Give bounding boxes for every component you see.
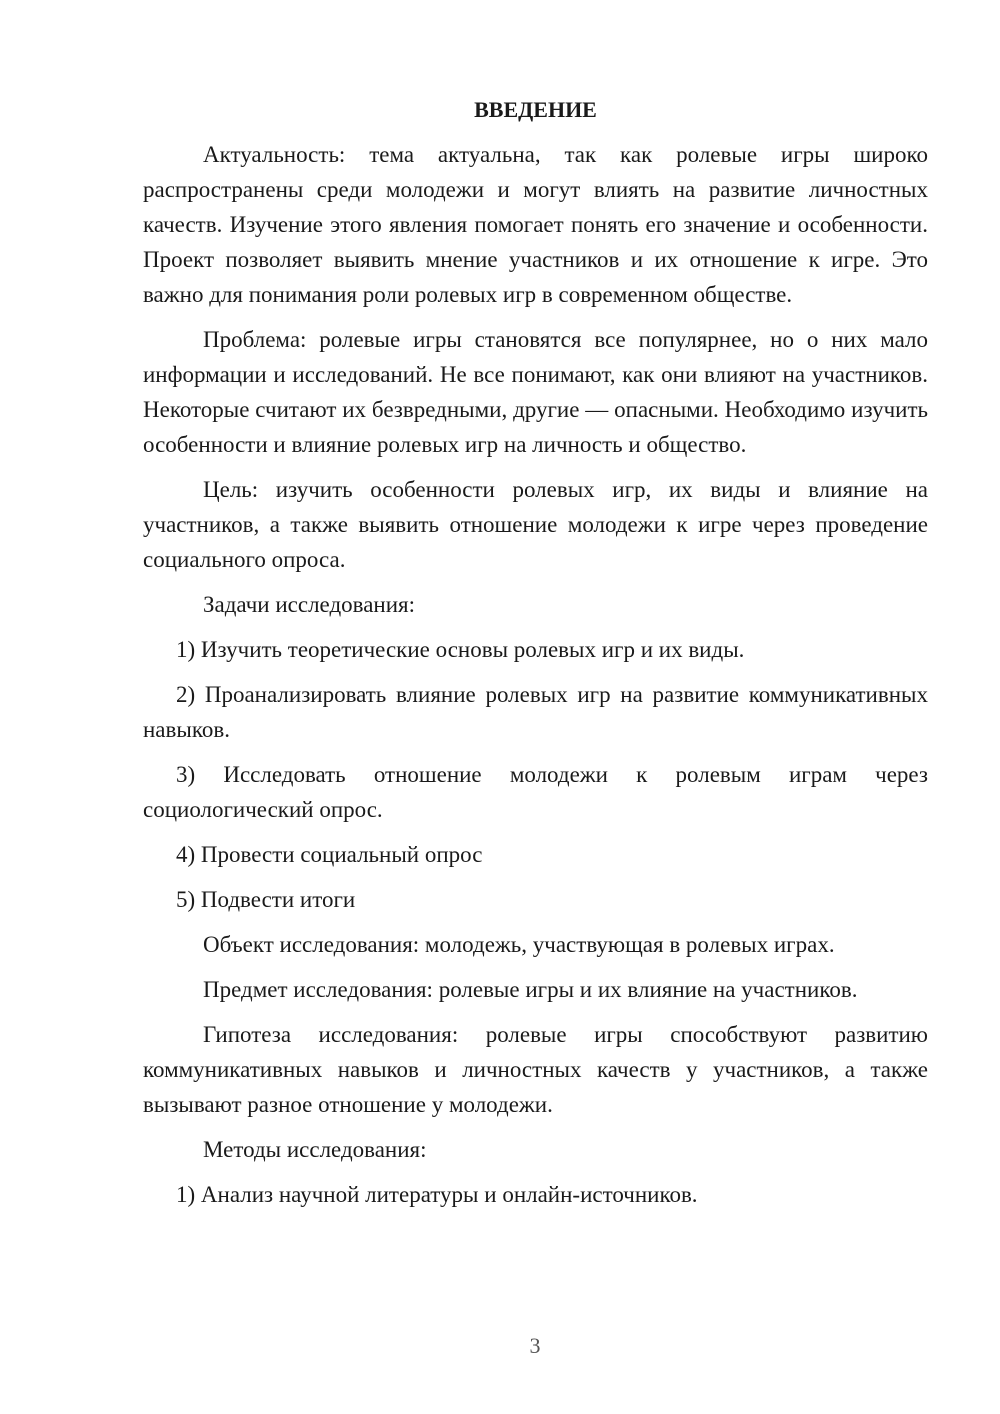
list-item-method-1: 1) Анализ научной литературы и онлайн-источников.: [176, 1182, 698, 1207]
paragraph-hypothesis: Гипотеза исследования: ролевые игры способствуют развитию коммуникативных навыков и личностных качеств у участников, а также вызывают разное отношение у молодежи.: [143, 1022, 928, 1117]
list-item-task-1: 1) Изучить теоретические основы ролевых игр и их виды.: [176, 637, 745, 662]
list-item-task-4: 4) Провести социальный опрос: [176, 842, 483, 867]
list-item-task-5: 5) Подвести итоги: [176, 887, 356, 912]
paragraph-goal: Цель: изучить особенности ролевых игр, их виды и влияние на участников, а также выявить отношение молодежи к игре через проведение социального опроса.: [143, 477, 928, 572]
page-title: ВВЕДЕНИЕ: [474, 97, 597, 122]
paragraph-methods-heading: Методы исследования:: [203, 1137, 427, 1162]
list-item-task-2: 2) Проанализировать влияние ролевых игр на развитие коммуникативных навыков.: [143, 682, 928, 742]
paragraph-problem: Проблема: ролевые игры становятся все популярнее, но о них мало информации и исследований. Не все понимают, как они влияют на участников. Некоторые считают их безвредными, другие — опасными. Необходимо изучить особенности и влияние ролевых игр на личность и общество.: [143, 327, 928, 457]
paragraph-subject: Предмет исследования: ролевые игры и их влияние на участников.: [203, 977, 858, 1002]
page-content: [143, 92, 928, 1212]
list-item-task-3: 3) Исследовать отношение молодежи к ролевым играм через социологический опрос.: [143, 762, 928, 822]
page-number: 3: [529, 1333, 541, 1358]
paragraph-tasks-heading: Задачи исследования:: [203, 592, 416, 617]
paragraph-object: Объект исследования: молодежь, участвующая в ролевых играх.: [203, 932, 835, 957]
paragraph-relevance: Актуальность: тема актуальна, так как ролевые игры широко распространены среди молодежи и могут влиять на развитие личностных качеств. Изучение этого явления помогает понять его значение и особенности. Проект позволяет выявить мнение участников и их отношение к игре. Это важно для понимания роли ролевых игр в современном обществе.: [143, 142, 928, 307]
